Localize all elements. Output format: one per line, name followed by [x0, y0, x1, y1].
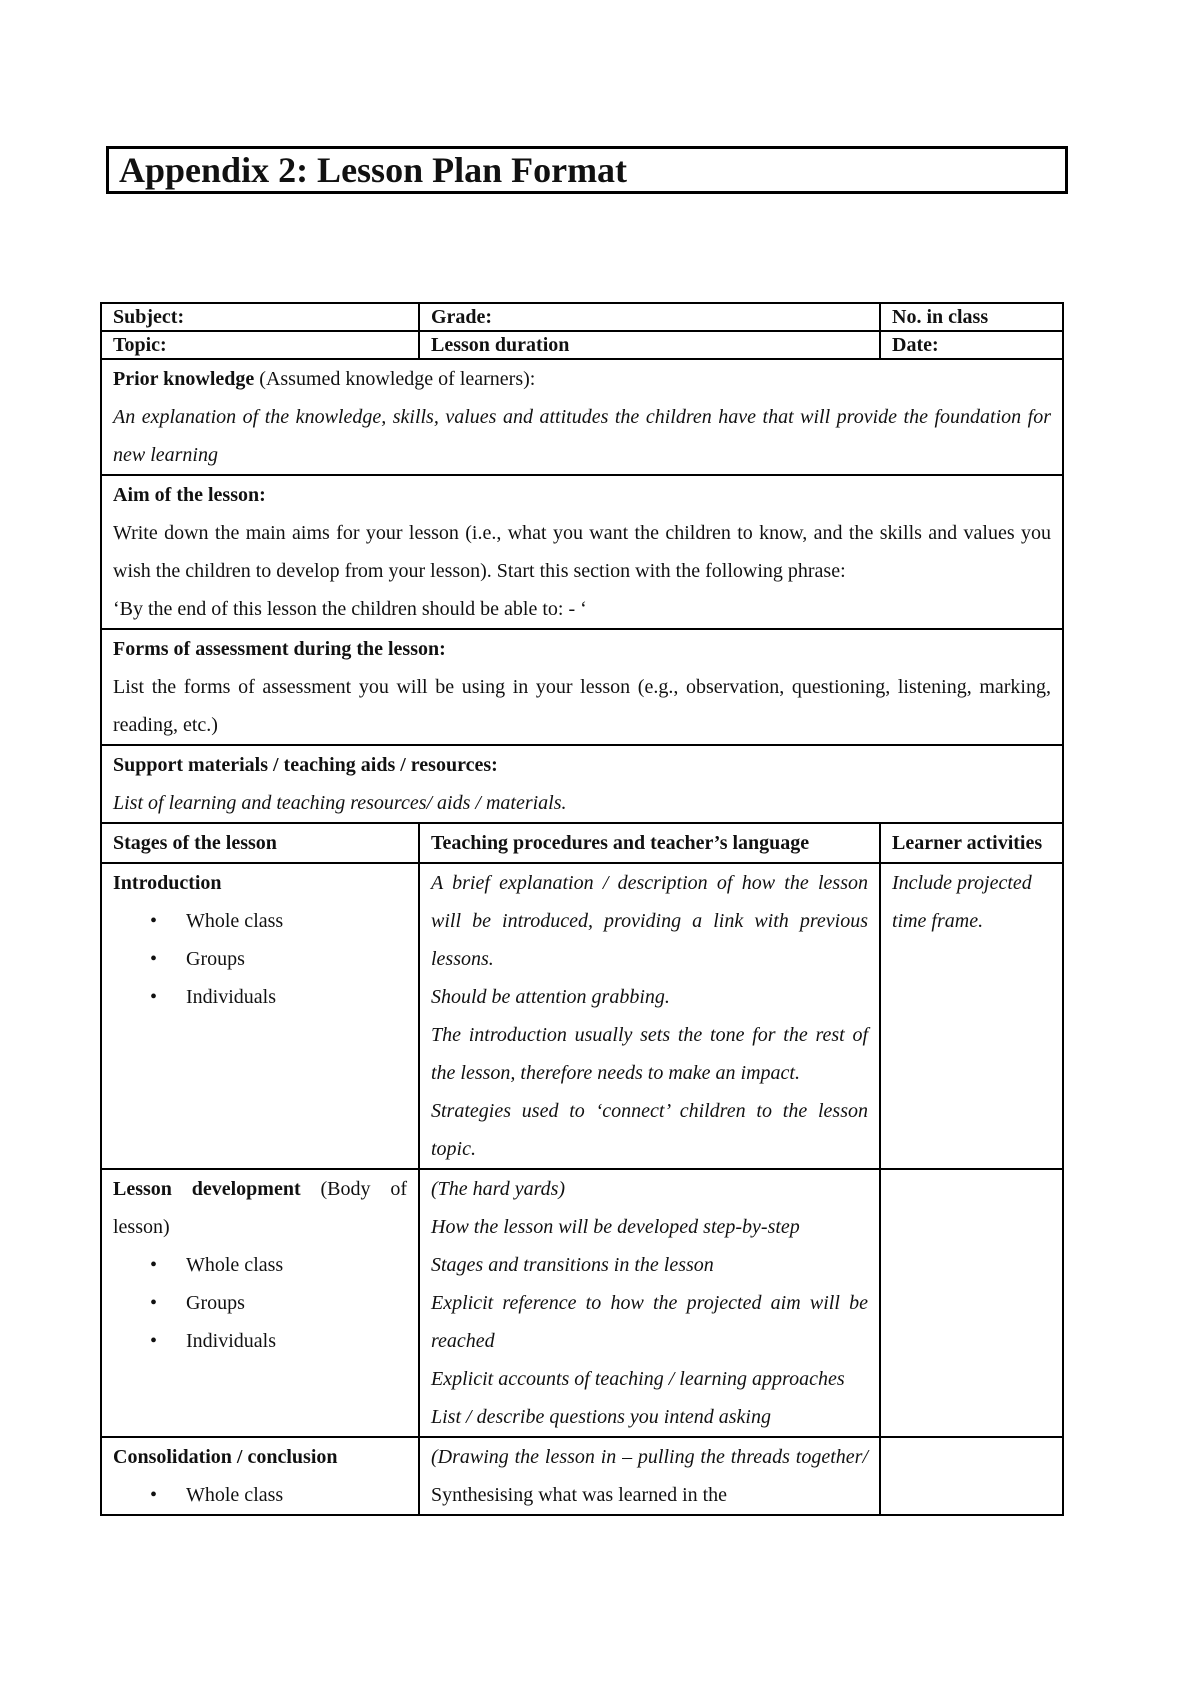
procedure-line: The introduction usually sets the tone for the rest of the lesson, therefore needs to make an impact. [431, 1024, 868, 1084]
introduction-heading: Introduction [113, 872, 222, 894]
consolidation-stage-cell [101, 1437, 419, 1515]
column-header-row [101, 823, 1063, 863]
topic-cell: Topic: [101, 331, 419, 359]
procedure-line: (The hard yards) [431, 1178, 566, 1200]
assessment-row [101, 629, 1063, 745]
aim-text: Write down the main aims for your lesson (i.e., what you want the children to know, and the skills and values you wish the children to develop from your lesson). Start this section with the following phrase: [113, 522, 1051, 582]
list-item [113, 1246, 407, 1284]
bullet-text: Whole class [186, 910, 284, 932]
stages-header: Stages of the lesson [101, 823, 419, 863]
procedure-line: Should be attention grabbing. [431, 986, 670, 1008]
no-in-class-cell: No. in class [880, 303, 1063, 331]
support-cell [101, 745, 1063, 823]
development-row [101, 1169, 1063, 1437]
support-text: List of learning and teaching resources/ aids / materials. [113, 792, 567, 814]
introduction-procedures-cell [419, 863, 880, 1169]
bullet-text: Individuals [186, 986, 276, 1008]
topic-row [101, 331, 1063, 359]
aim-row [101, 475, 1063, 629]
consolidation-procedure-plain: Synthesising what was learned in the [431, 1484, 728, 1506]
consolidation-procedure-italic: (Drawing the lesson in – pulling the threads together/ [431, 1446, 868, 1468]
bullet-text: Groups [186, 1292, 245, 1314]
assessment-cell [101, 629, 1063, 745]
support-row [101, 745, 1063, 823]
bullet-icon: • [150, 910, 158, 932]
development-heading: Lesson development [113, 1178, 301, 1200]
bullet-icon: • [150, 1292, 158, 1314]
lesson-duration-cell: Lesson duration [419, 331, 880, 359]
bullet-icon: • [150, 1254, 158, 1276]
bullet-icon: • [150, 986, 158, 1008]
procedure-line: Explicit accounts of teaching / learning approaches [431, 1368, 845, 1390]
list-item [113, 940, 407, 978]
bullet-icon: • [150, 948, 158, 970]
list-item [113, 1476, 407, 1514]
consolidation-procedures-cell [419, 1437, 880, 1515]
consolidation-learner-cell [880, 1437, 1063, 1515]
prior-knowledge-text: An explanation of the knowledge, skills, values and attitudes the children have that will provide the foundation for new learning [113, 406, 1051, 466]
introduction-stage-cell [101, 863, 419, 1169]
development-learner-cell [880, 1169, 1063, 1437]
consolidation-row [101, 1437, 1063, 1515]
procedures-header: Teaching procedures and teacher’s language [419, 823, 880, 863]
procedure-line: How the lesson will be developed step-by-step [431, 1216, 800, 1238]
consolidation-bullets [113, 1476, 407, 1514]
list-item [113, 1284, 407, 1322]
prior-knowledge-heading: Prior knowledge [113, 368, 255, 390]
procedure-line: Stages and transitions in the lesson [431, 1254, 714, 1276]
bullet-text: Whole class [186, 1484, 284, 1506]
procedure-line: Explicit reference to how the projected aim will be reached [431, 1292, 868, 1352]
introduction-row [101, 863, 1063, 1169]
prior-knowledge-row [101, 359, 1063, 475]
bullet-icon: • [150, 1330, 158, 1352]
development-note: (Body of lesson) [113, 1178, 407, 1238]
development-stage-cell [101, 1169, 419, 1437]
consolidation-heading: Consolidation / conclusion [113, 1446, 338, 1468]
prior-knowledge-note: (Assumed knowledge of learners): [254, 368, 536, 390]
aim-phrase: ‘By the end of this lesson the children should be able to: - ‘ [113, 598, 587, 620]
page-title: Appendix 2: Lesson Plan Format [119, 150, 628, 190]
prior-knowledge-cell [101, 359, 1063, 475]
subject-cell: Subject: [101, 303, 419, 331]
list-item [113, 978, 407, 1016]
development-bullets [113, 1246, 407, 1360]
assessment-heading: Forms of assessment during the lesson: [113, 638, 446, 660]
bullet-icon: • [150, 1484, 158, 1506]
prior-knowledge-heading-line [113, 360, 1051, 398]
procedure-line: A brief explanation / description of how the lesson will be introduced, providing a link with previous lessons. [431, 872, 868, 970]
bullet-text: Groups [186, 948, 245, 970]
title-box [106, 146, 1068, 194]
lesson-plan-table [100, 302, 1064, 1516]
assessment-text: List the forms of assessment you will be using in your lesson (e.g., observation, questioning, listening, marking, reading, etc.) [113, 676, 1051, 736]
development-procedures-cell [419, 1169, 880, 1437]
aim-heading: Aim of the lesson: [113, 484, 266, 506]
aim-cell [101, 475, 1063, 629]
development-heading-line [113, 1170, 407, 1246]
subject-row [101, 303, 1063, 331]
introduction-bullets [113, 902, 407, 1016]
learner-header: Learner activities [880, 823, 1063, 863]
grade-cell: Grade: [419, 303, 880, 331]
support-heading: Support materials / teaching aids / resources: [113, 754, 498, 776]
list-item [113, 902, 407, 940]
consolidation-procedure [431, 1438, 868, 1514]
bullet-text: Whole class [186, 1254, 284, 1276]
list-item [113, 1322, 407, 1360]
bullet-text: Individuals [186, 1330, 276, 1352]
introduction-learner-cell: Include projected time frame. [880, 863, 1063, 1169]
procedure-line: Strategies used to ‘connect’ children to the lesson topic. [431, 1100, 868, 1160]
date-cell: Date: [880, 331, 1063, 359]
procedure-line: List / describe questions you intend asking [431, 1406, 771, 1428]
